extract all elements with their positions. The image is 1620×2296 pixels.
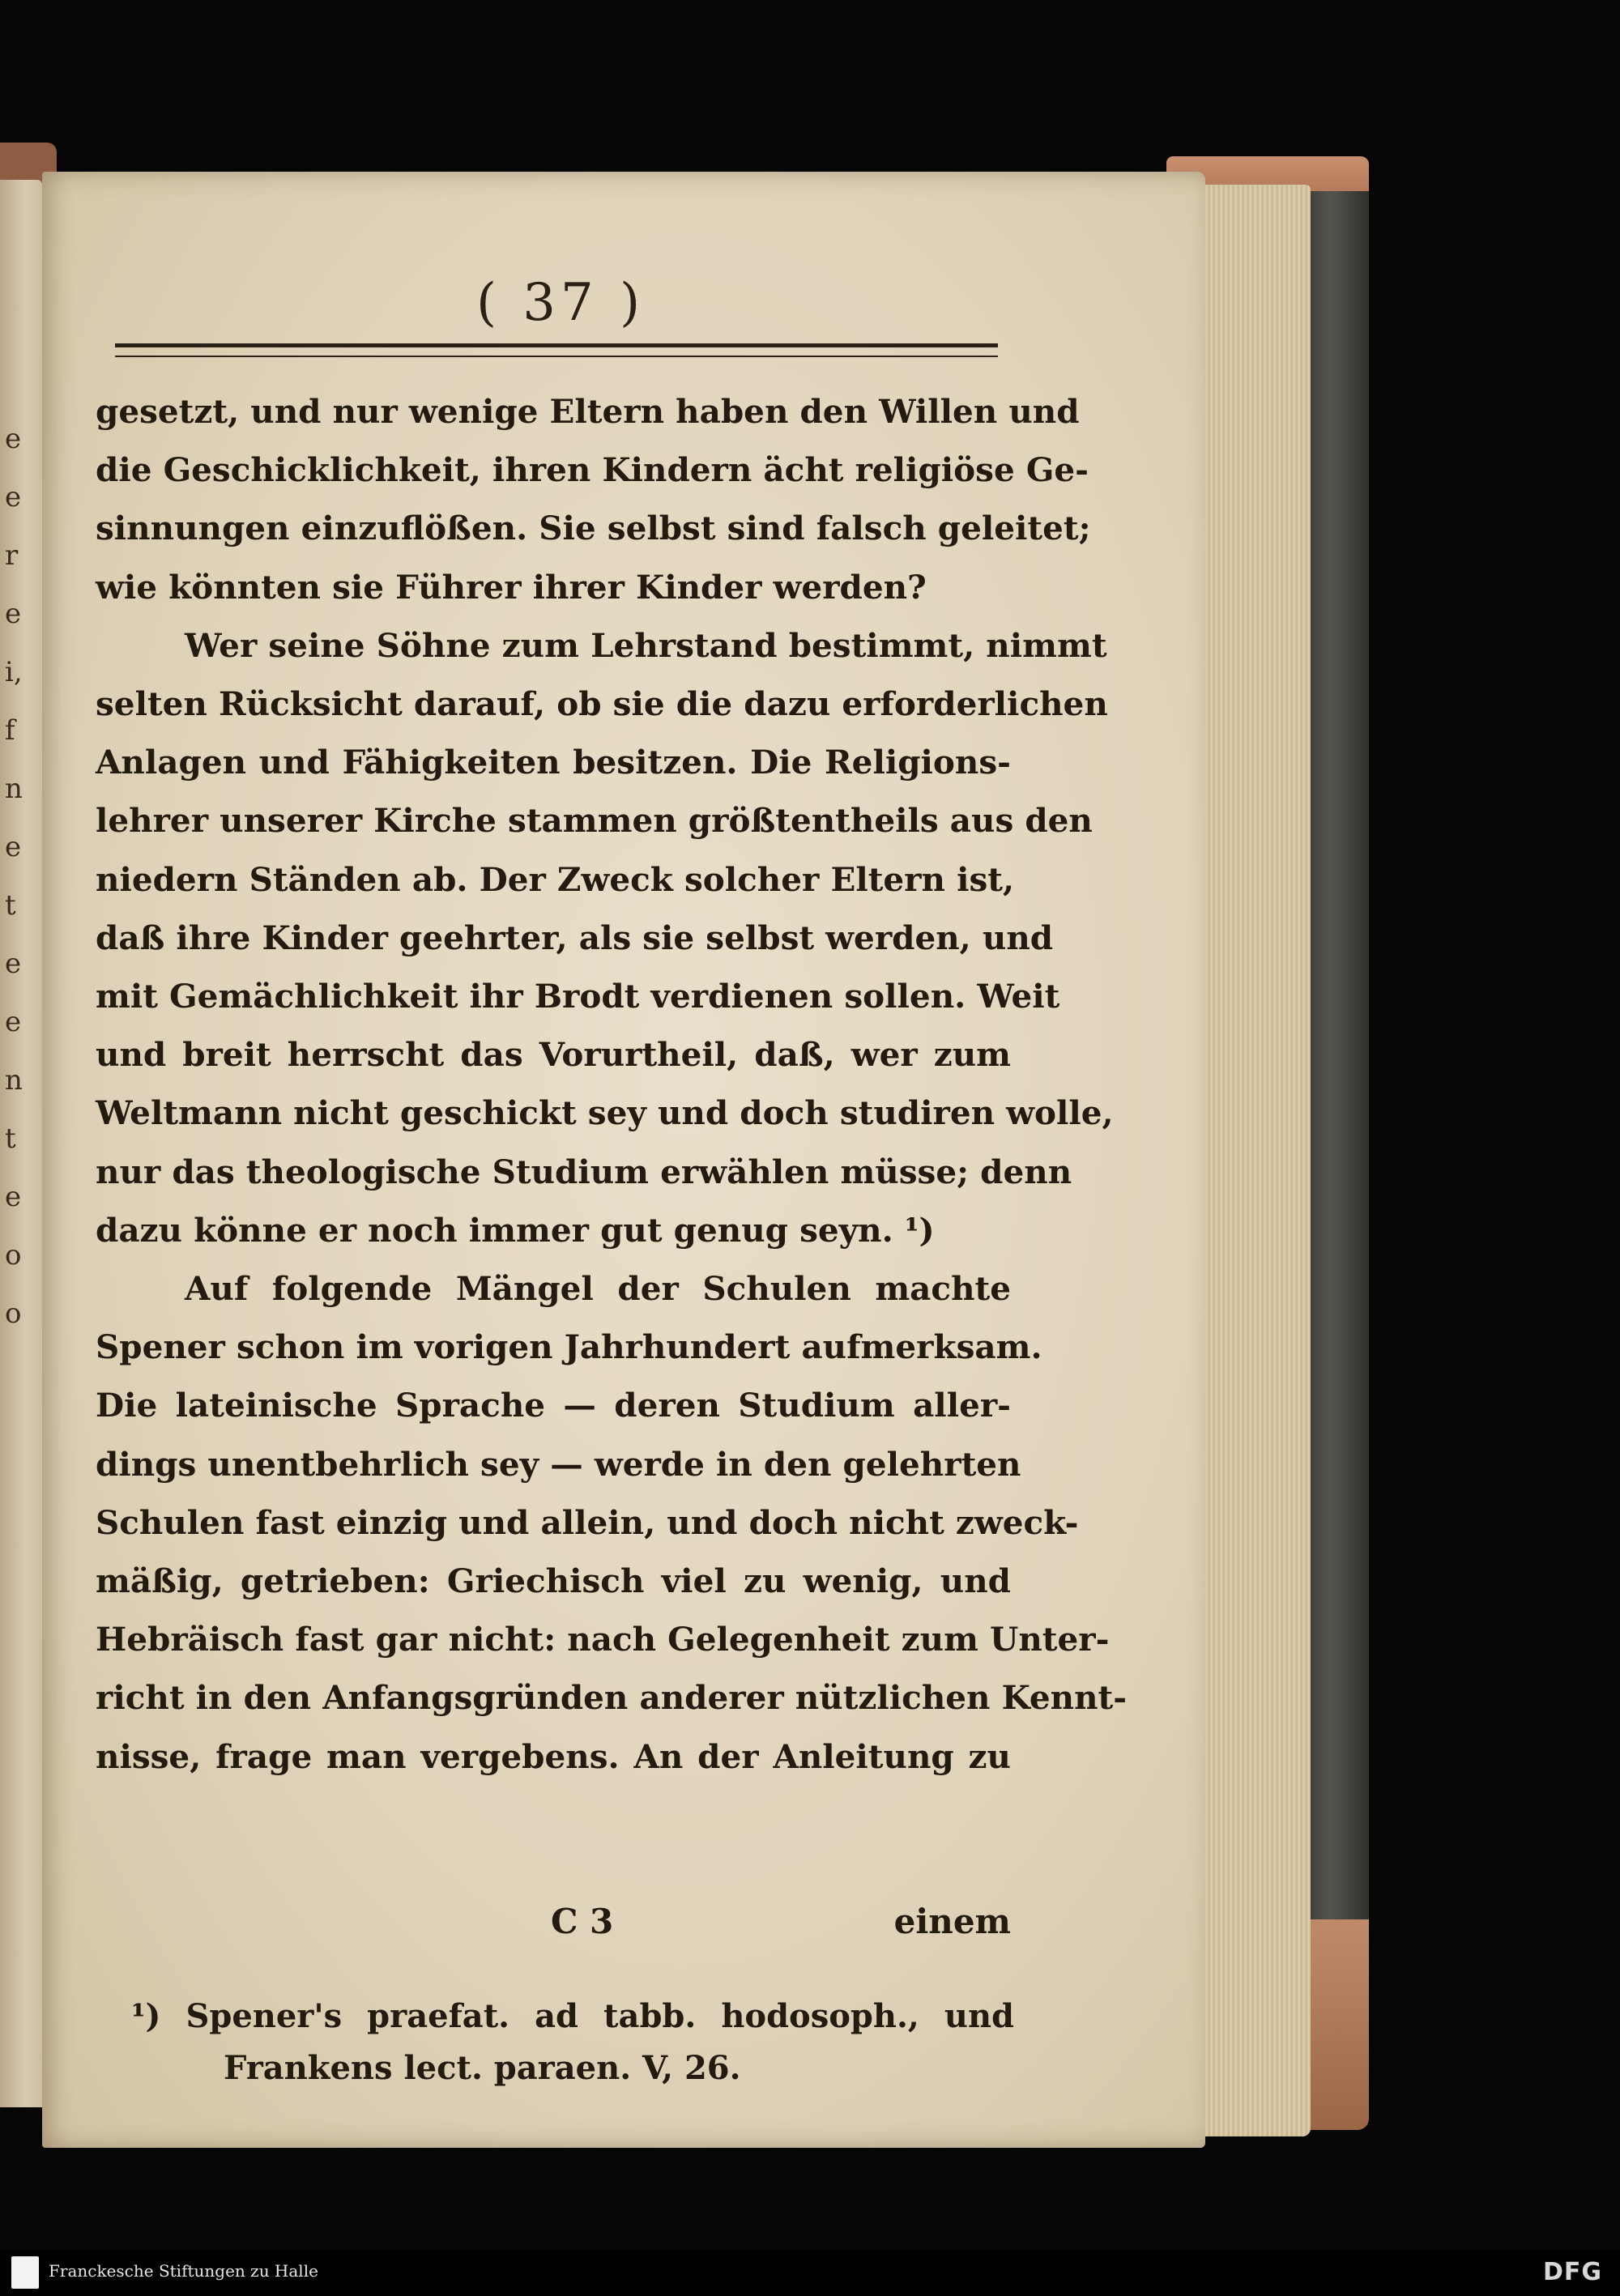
text-line: dazu könne er noch immer gut genug seyn. ¹) — [96, 1210, 935, 1250]
text-line: Auf folgende Mängel der Schulen machte — [185, 1269, 1011, 1309]
left-page-fragment: n — [5, 1064, 23, 1097]
footnote — [131, 1991, 1014, 2094]
left-page-fragment: e — [5, 831, 22, 863]
signature-row — [96, 1902, 1011, 1950]
cover-spine-side — [1304, 191, 1369, 2013]
text-line: mäßig, getrieben: Griechisch viel zu wenig, und — [96, 1561, 1011, 1601]
footnote-line: ¹) Spener's praefat. ad tabb. hodosoph., und — [131, 1997, 1014, 2035]
previous-page-edge — [0, 180, 42, 2107]
left-page-fragment: e — [5, 1181, 22, 1213]
left-page-fragment: o — [5, 1297, 22, 1330]
text-line: wie könnten sie Führer ihrer Kinder werden? — [96, 567, 927, 607]
left-page-fragment: e — [5, 481, 22, 513]
left-page-fragment: e — [5, 1006, 22, 1038]
page-number: ( 37 ) — [475, 273, 646, 333]
text-line: lehrer unserer Kirche stammen größtentheils aus den — [96, 801, 1093, 841]
text-line: gesetzt, und nur wenige Eltern haben den Willen und — [96, 392, 1080, 431]
page-block-edges — [1197, 185, 1311, 2136]
left-page-fragment: t — [5, 889, 16, 922]
catchword: einem — [893, 1902, 1011, 1941]
text-line: Schulen fast einzig und allein, und doch nicht zweck- — [96, 1502, 1079, 1542]
left-page-fragment: e — [5, 423, 22, 455]
text-line: dings unentbehrlich sey — werde in den gelehrten — [96, 1444, 1021, 1484]
text-line: nur das theologische Studium erwählen müsse; denn — [96, 1152, 1072, 1191]
header-rule — [115, 343, 998, 357]
text-line: Wer seine Söhne zum Lehrstand bestimmt, nimmt — [185, 625, 1107, 665]
left-page-fragment: e — [5, 598, 22, 630]
text-line: niedern Ständen ab. Der Zweck solcher Eltern ist, — [96, 859, 1015, 899]
dfg-logo: DFG — [1542, 2258, 1602, 2286]
text-line: Anlagen und Fähigkeiten besitzen. Die Religions- — [96, 743, 1011, 782]
text-line: Die lateinische Sprache — deren Studium aller- — [96, 1386, 1011, 1425]
text-line: daß ihre Kinder geehrter, als sie selbst werden, und — [96, 918, 1054, 957]
left-page-fragment: r — [5, 539, 19, 572]
viewer-footer — [0, 2250, 1620, 2296]
body-text — [96, 382, 1128, 1786]
left-page-fragment: t — [5, 1122, 16, 1155]
left-page-fragment: n — [5, 773, 23, 805]
text-line: Hebräisch fast gar nicht: nach Gelegenheit zum Unter- — [96, 1620, 1110, 1659]
institution-logo — [11, 2256, 39, 2289]
text-line: sinnungen einzuflößen. Sie selbst sind falsch geleitet; — [96, 509, 1091, 548]
book-page — [42, 172, 1205, 2148]
institution-name: Franckesche Stiftungen zu Halle — [49, 2261, 318, 2281]
text-line: selten Rücksicht darauf, ob sie die dazu erforderlichen — [96, 684, 1108, 724]
text-line: die Geschicklichkeit, ihren Kindern ächt religiöse Ge- — [96, 450, 1089, 490]
text-line: Weltmann nicht geschickt sey und doch studiren wolle, — [96, 1093, 1114, 1133]
left-page-fragment: f — [5, 714, 15, 747]
footnote-line: Frankens lect. paraen. V, 26. — [224, 2049, 741, 2087]
left-page-fragment: i, — [5, 656, 23, 688]
left-page-fragment: e — [5, 948, 22, 980]
text-line: richt in den Anfangsgründen anderer nützlichen Kennt- — [96, 1678, 1128, 1718]
text-line: und breit herrscht das Vorurtheil, daß, wer zum — [96, 1035, 1011, 1075]
left-page-fragment: o — [5, 1239, 22, 1272]
text-line: Spener schon im vorigen Jahrhundert aufmerksam. — [96, 1327, 1042, 1367]
text-line: nisse, frage man vergebens. An der Anleitung zu — [96, 1736, 1011, 1776]
text-line: mit Gemächlichkeit ihr Brodt verdienen sollen. Weit — [96, 977, 1060, 1016]
signature-mark: C 3 — [551, 1902, 614, 1941]
